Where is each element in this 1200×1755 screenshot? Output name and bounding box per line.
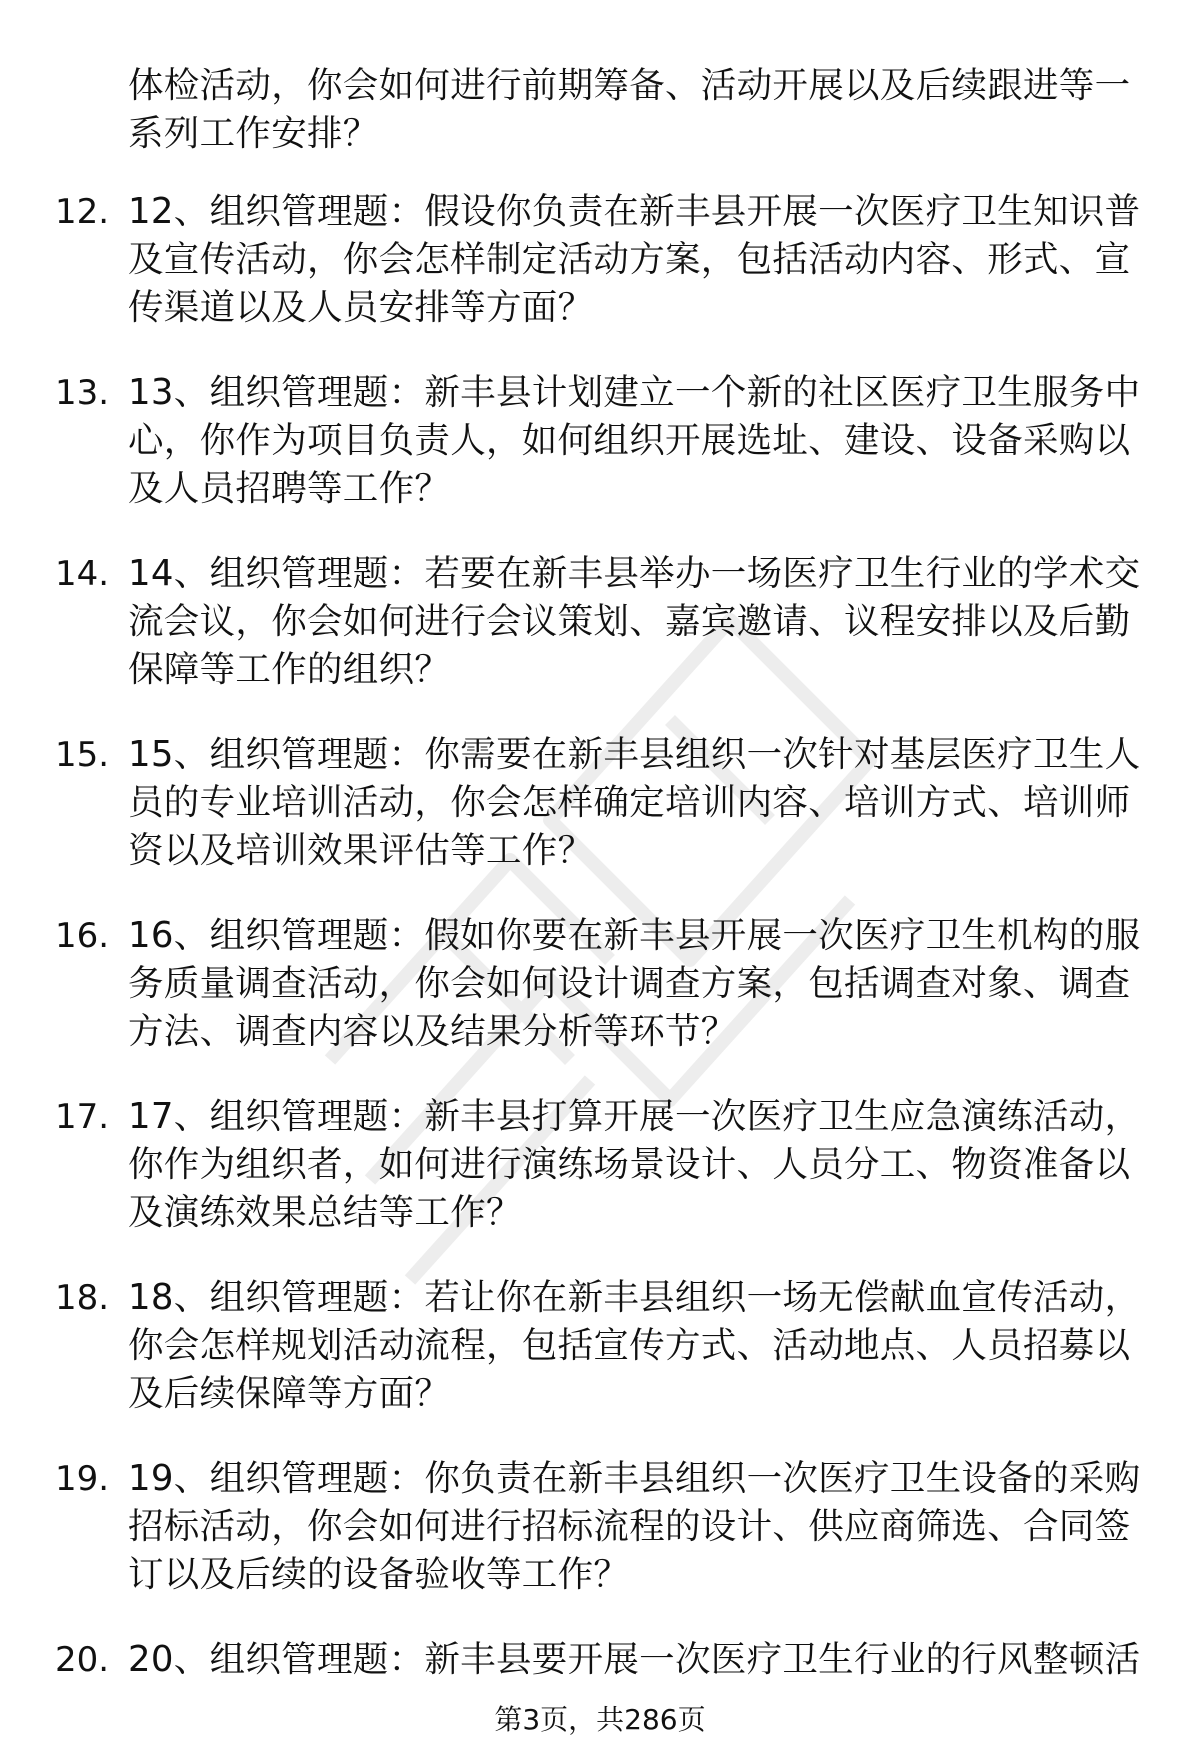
question-item (0, 1274, 1200, 1426)
question-text: 16、组织管理题：假如你要在新丰县开展一次医疗卫生机构的服务质量调查活动，你会如何设计调查方案，包括调查对象、调查方法、调查内容以及结果分析等环节？ (128, 915, 1141, 1052)
question-text: 15、组织管理题：你需要在新丰县组织一次针对基层医疗卫生人员的专业培训活动，你会怎样确定培训内容、培训方式、培训师资以及培训效果评估等工作？ (128, 734, 1141, 871)
continued-question-text: 体检活动，你会如何进行前期筹备、活动开展以及后续跟进等一系列工作安排？ (128, 65, 1131, 154)
question-text: 12、组织管理题：假设你负责在新丰县开展一次医疗卫生知识普及宣传活动，你会怎样制定活动方案，包括活动内容、形式、宣传渠道以及人员安排等方面？ (128, 191, 1141, 328)
question-item (0, 369, 1200, 521)
question-list (0, 188, 1200, 1696)
question-number: 20. (55, 1640, 110, 1680)
question-text: 14、组织管理题：若要在新丰县举办一场医疗卫生行业的学术交流会议，你会如何进行会议策划、嘉宾邀请、议程安排以及后勤保障等工作的组织？ (128, 553, 1141, 690)
page-footer: 第3页，共286页 (494, 1703, 706, 1736)
question-number: 14. (55, 554, 110, 594)
question-item (0, 1455, 1200, 1607)
question-number: 17. (55, 1097, 110, 1137)
question-number: 13. (55, 373, 110, 413)
question-item (0, 731, 1200, 883)
question-number: 16. (55, 916, 110, 956)
question-text: 19、组织管理题：你负责在新丰县组织一次医疗卫生设备的采购招标活动，你会如何进行招标流程的设计、供应商筛选、合同签订以及后续的设备验收等工作？ (128, 1458, 1141, 1595)
question-item (0, 1093, 1200, 1245)
question-item (0, 1636, 1200, 1696)
question-text: 13、组织管理题：新丰县计划建立一个新的社区医疗卫生服务中心，你作为项目负责人，如何组织开展选址、建设、设备采购以及人员招聘等工作？ (128, 372, 1141, 509)
question-number: 15. (55, 735, 110, 775)
question-item (0, 550, 1200, 702)
question-item (0, 188, 1200, 340)
question-text: 20、组织管理题：新丰县要开展一次医疗卫生行业的行风整顿活 (128, 1639, 1141, 1680)
question-number: 18. (55, 1278, 110, 1318)
question-number: 12. (55, 192, 110, 232)
question-text: 18、组织管理题：若让你在新丰县组织一场无偿献血宣传活动，你会怎样规划活动流程，包括宣传方式、活动地点、人员招募以及后续保障等方面？ (128, 1277, 1141, 1414)
question-number: 19. (55, 1459, 110, 1499)
question-text: 17、组织管理题：新丰县打算开展一次医疗卫生应急演练活动，你作为组织者，如何进行演练场景设计、人员分工、物资准备以及演练效果总结等工作？ (128, 1096, 1141, 1233)
question-item (0, 912, 1200, 1064)
